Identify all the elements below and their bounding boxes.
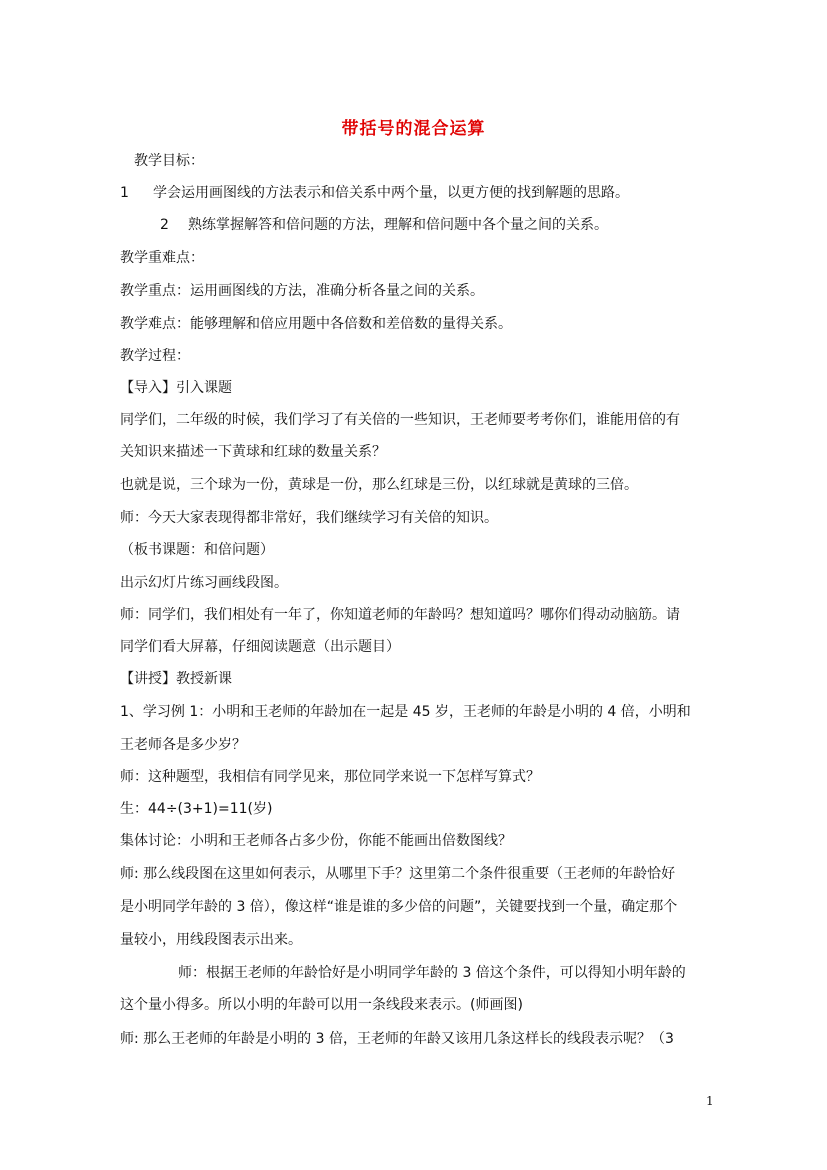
paragraph-7-line-2: 这个量小得多。所以小明的年龄可以用一条线段来表示。(师画图) <box>120 997 523 1013</box>
objectives-heading: 教学目标： <box>134 153 204 169</box>
process-heading: 教学过程： <box>120 348 190 364</box>
example-line-2: 王老师各是多少岁？ <box>120 737 246 753</box>
objective-2 <box>160 215 760 235</box>
paragraph-3: 师：今天大家表现得都非常好，我们继续学习有关倍的知识。 <box>120 510 498 526</box>
board-title: （板书课题：和倍问题） <box>120 542 274 558</box>
key-points-heading: 教学重难点： <box>120 250 204 266</box>
document-title: 带括号的混合运算 <box>341 119 486 139</box>
teach-heading: 【讲授】教授新课 <box>120 671 232 687</box>
key-point: 教学重点：运用画图线的方法，准确分析各量之间的关系。 <box>120 283 484 299</box>
discussion: 集体讨论：小明和王老师各占多少份，你能不能画出倍数图线？ <box>120 833 512 849</box>
objective-2-number: 2 <box>160 217 169 233</box>
difficult-point: 教学难点：能够理解和倍应用题中各倍数和差倍数的量得关系。 <box>120 316 512 332</box>
paragraph-7-line-1: 师：根据王老师的年龄恰好是小明同学年龄的 3 倍这个条件，可以得知小明年龄的 <box>178 965 686 981</box>
paragraph-4-line-1: 师：同学们，我们相处有一年了，你知道老师的年龄吗？想知道吗？哪你们得动动脑筋。请 <box>120 607 680 623</box>
intro-heading: 【导入】引入课题 <box>120 380 232 396</box>
paragraph-1-line-2: 关知识来描述一下黄球和红球的数量关系？ <box>120 444 386 460</box>
example-line-1: 1、学习例 1：小明和王老师的年龄加在一起是 45 岁，王老师的年龄是小明的 4 倍，小明和 <box>120 704 691 720</box>
paragraph-8-line-1: 师: 那么王老师的年龄是小明的 3 倍，王老师的年龄又该用几条这样长的线段表示呢？（3 <box>120 1031 674 1047</box>
student-answer: 生：44÷(3+1)=11(岁) <box>120 801 273 817</box>
paragraph-2: 也就是说，三个球为一份，黄球是一份，那么红球是三份，以红球就是黄球的三倍。 <box>120 477 638 493</box>
paragraph-6-line-2: 是小明同学年龄的 3 倍），像这样“谁是谁的多少倍的问题”，关键要找到一个量，确定那个 <box>120 899 678 915</box>
objective-1-number: 1 <box>120 185 129 201</box>
paragraph-5: 师：这种题型，我相信有同学见来，那位同学来说一下怎样写算式？ <box>120 769 540 785</box>
paragraph-6-line-1: 师: 那么线段图在这里如何表示，从哪里下手？这里第二个条件很重要（王老师的年龄恰好 <box>120 866 676 882</box>
objective-1 <box>120 183 720 203</box>
objective-1-text: 学会运用画图线的方法表示和倍关系中两个量，以更方便的找到解题的思路。 <box>153 185 629 201</box>
paragraph-6-line-3: 量较小，用线段图表示出来。 <box>120 932 302 948</box>
objective-2-text: 熟练掌握解答和倍问题的方法，理解和倍问题中各个量之间的关系。 <box>188 217 608 233</box>
slide-exercise: 出示幻灯片练习画线段图。 <box>120 575 288 591</box>
page-number: 1 <box>706 1094 714 1108</box>
paragraph-4-line-2: 同学们看大屏幕，仔细阅读题意（出示题目） <box>120 639 400 655</box>
paragraph-1-line-1: 同学们，二年级的时候，我们学习了有关倍的一些知识，王老师要考考你们，谁能用倍的有 <box>120 412 680 428</box>
